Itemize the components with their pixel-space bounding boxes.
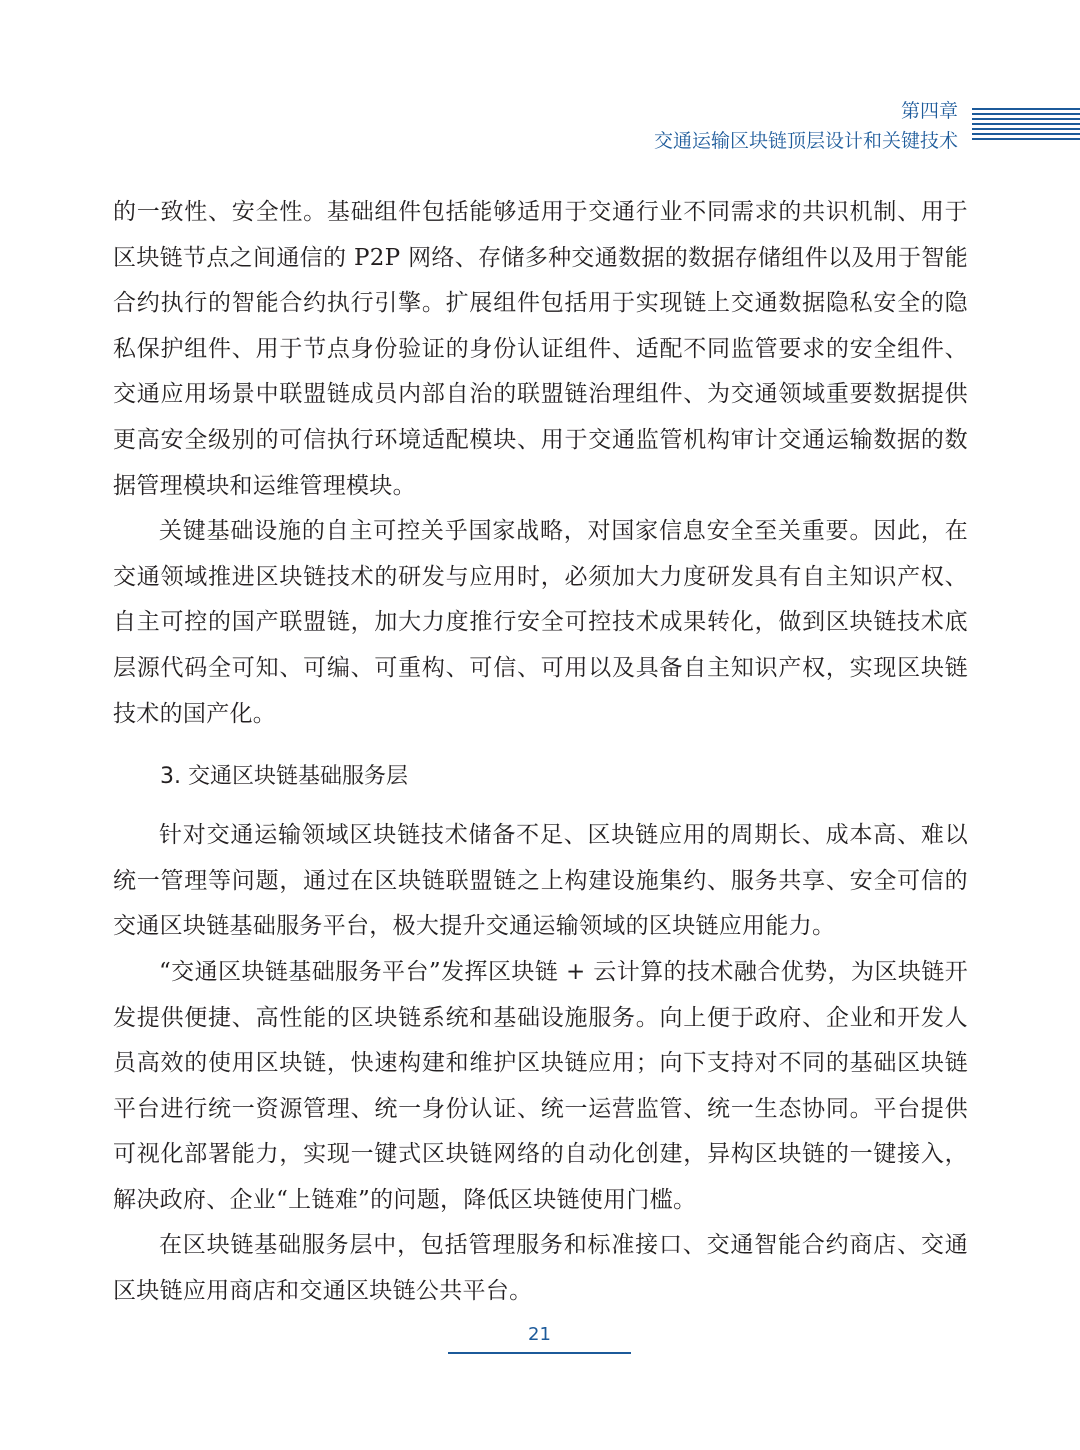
page-body — [113, 190, 968, 1315]
section-paragraph-1: 针对交通运输领域区块链技术储备不足、区块链应用的周期长、成本高、难以统一管理等问题，通过在区块链联盟链之上构建设施集约、服务共享、安全可信的交通区块链基础服务平台，极大提升交通运输领域的区块链应用能力。 — [113, 822, 968, 940]
section-paragraph-3: 在区块链基础服务层中，包括管理服务和标准接口、交通智能合约商店、交通区块链应用商店和交通区块链公共平台。 — [113, 1232, 968, 1305]
body-paragraph-2: 关键基础设施的自主可控关乎国家战略，对国家信息安全至关重要。因此，在交通领域推进区块链技术的研发与应用时，必须加大力度研发具有自主知识产权、自主可控的国产联盟链，加大力度推行安全可控技术成果转化，做到区块链技术底层源代码全可知、可编、可重构、可信、可用以及具备自主知识产权，实现区块链技术的国产化。 — [113, 518, 968, 727]
section-paragraph-2: “交通区块链基础服务平台”发挥区块链 + 云计算的技术融合优势，为区块链开发提供便捷、高性能的区块链系统和基础设施服务。向上便于政府、企业和开发人员高效的使用区块链，快速构建和维护区块链应用；向下支持对不同的基础区块链平台进行统一资源管理、统一身份认证、统一运营监管、统一生态协同。平台提供可视化部署能力，实现一键式区块链网络的自动化创建，异构区块链的一键接入，解决政府、企业“上链难”的问题，降低区块链使用门槛。 — [113, 958, 968, 1213]
body-paragraph-1: 的一致性、安全性。基础组件包括能够适用于交通行业不同需求的共识机制、用于区块链节点之间通信的 P2P 网络、存储多种交通数据的数据存储组件以及用于智能合约执行的智能合约执行引擎。扩展组件包括用于实现链上交通数据隐私安全的隐私保护组件、用于节点身份验证的身份认证组件、适配不同监管要求的安全组件、交通应用场景中联盟链成员内部自治的联盟链治理组件、为交通领域重要数据提供更高安全级别的可信执行环境适配模块、用于交通监管机构审计交通运输数据的数据管理模块和运维管理模块。 — [113, 199, 968, 499]
chapter-label: 第四章 — [900, 100, 958, 122]
section-heading: 3. 交通区块链基础服务层 — [160, 764, 408, 790]
chapter-title: 交通运输区块链顶层设计和关键技术 — [653, 130, 958, 152]
page-number: 21 — [528, 1324, 551, 1345]
header-decoration-lines — [972, 108, 1080, 146]
footer-rule — [448, 1352, 631, 1354]
running-header — [654, 96, 958, 156]
